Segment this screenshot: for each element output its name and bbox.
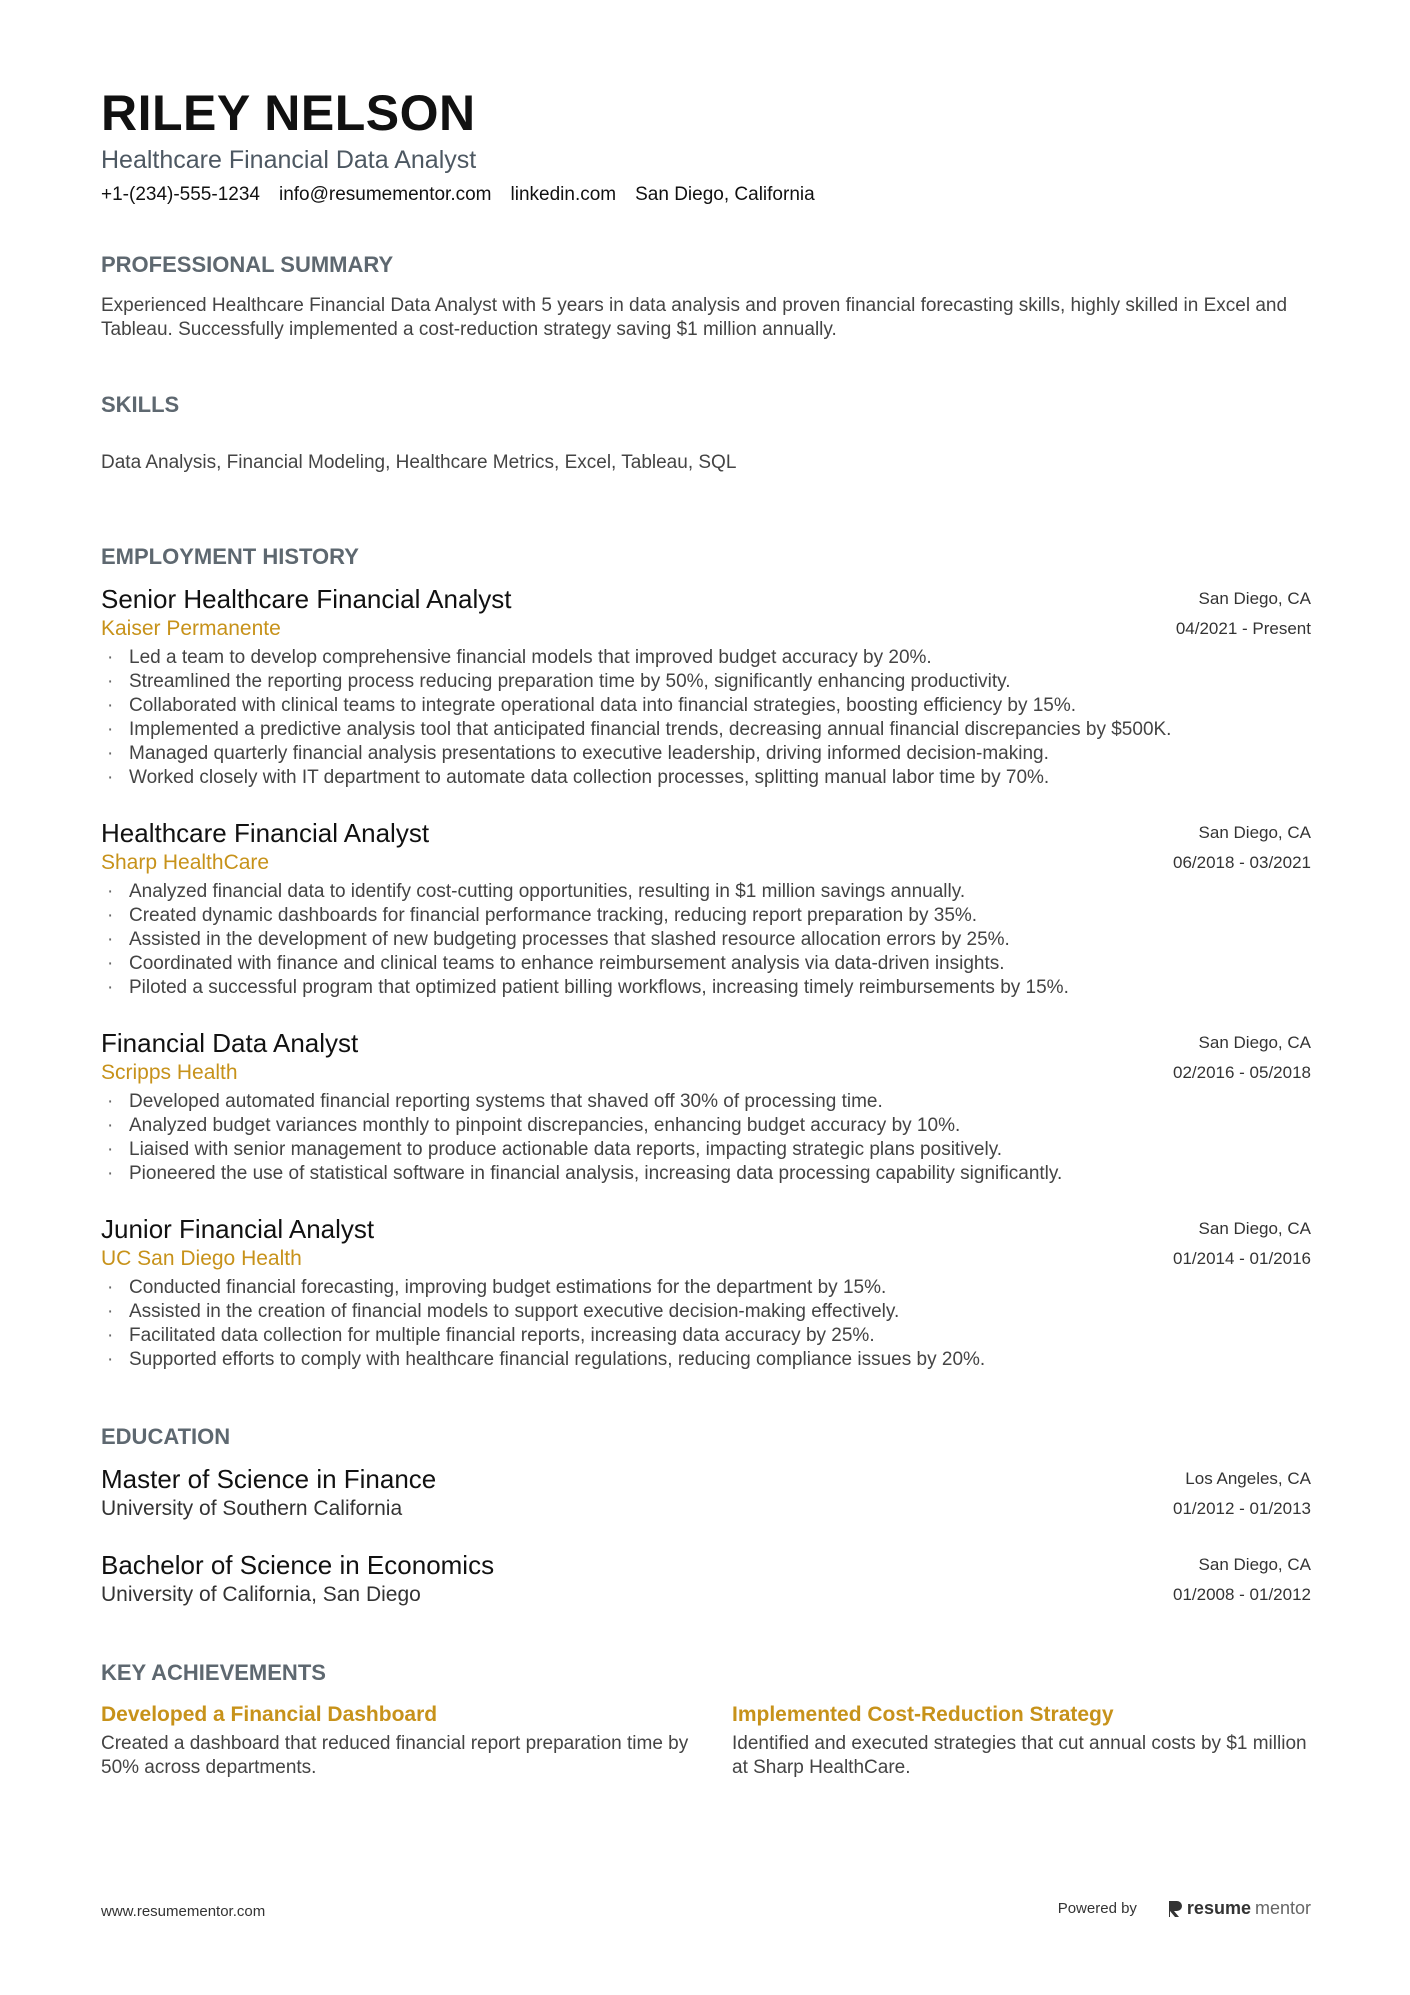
- achievement-title: Developed a Financial Dashboard: [101, 1703, 438, 1726]
- job-bullet: · Led a team to develop comprehensive financial models that improved budget accuracy by 20%.: [101, 646, 1311, 670]
- job-dates: 02/2016 - 05/2018: [1172, 1063, 1311, 1082]
- job-bullet: · Liaised with senior management to produce actionable data reports, impacting strategic plans positively.: [101, 1138, 1311, 1162]
- job-bullet: · Piloted a successful program that optimized patient billing workflows, increasing timely reimbursements by 15%.: [101, 976, 1311, 1000]
- degree: Bachelor of Science in Economics: [101, 1550, 495, 1580]
- job-title: Junior Financial Analyst: [101, 1214, 375, 1244]
- job-bullet: · Collaborated with clinical teams to integrate operational data into financial strategies, boosting efficiency by 15%.: [101, 694, 1311, 718]
- skills-text: Data Analysis, Financial Modeling, Healthcare Metrics, Excel, Tableau, SQL: [101, 452, 737, 473]
- job-location: San Diego, CA: [1198, 823, 1311, 842]
- job-bullet: · Streamlined the reporting process reducing preparation time by 50%, significantly enhancing productivity.: [101, 670, 1311, 694]
- job-bullet: · Assisted in the development of new budgeting processes that slashed resource allocation errors by 25%.: [101, 928, 1311, 952]
- job-bullets: [101, 1090, 1311, 1186]
- candidate-name: RILEY NELSON: [101, 85, 476, 141]
- email-link[interactable]: info@resumementor.com: [278, 184, 492, 205]
- phone: +1-(234)-555-1234: [101, 184, 260, 205]
- school: University of Southern California: [101, 1497, 403, 1520]
- job-company: Kaiser Permanente: [101, 617, 281, 640]
- education-location: San Diego, CA: [1198, 1555, 1311, 1574]
- job-title: Financial Data Analyst: [101, 1028, 359, 1058]
- job-dates: 01/2014 - 01/2016: [1172, 1249, 1311, 1268]
- job-company: UC San Diego Health: [101, 1247, 302, 1270]
- job-bullet: · Analyzed financial data to identify cost-cutting opportunities, resulting in $1 million savings annually.: [101, 880, 1311, 904]
- job-company: Sharp HealthCare: [101, 851, 270, 874]
- job-bullets: [101, 1276, 1311, 1372]
- job-bullet: · Analyzed budget variances monthly to pinpoint discrepancies, enhancing budget accuracy by 10%.: [101, 1114, 1311, 1138]
- education-location: Los Angeles, CA: [1185, 1469, 1311, 1488]
- job-dates: 06/2018 - 03/2021: [1172, 853, 1311, 872]
- job-bullet: · Facilitated data collection for multiple financial reports, increasing data accuracy by 25%.: [101, 1324, 1311, 1348]
- job-location: San Diego, CA: [1198, 1219, 1311, 1238]
- candidate-title: Healthcare Financial Data Analyst: [101, 146, 477, 174]
- education-dates: 01/2012 - 01/2013: [1172, 1499, 1311, 1518]
- job-bullet: · Assisted in the creation of financial models to support executive decision-making effectively.: [101, 1300, 1311, 1324]
- job-entry: [101, 1028, 1311, 1186]
- job-company: Scripps Health: [101, 1061, 238, 1084]
- job-bullets: [101, 646, 1311, 790]
- education-heading: EDUCATION: [101, 1424, 231, 1449]
- job-bullet: · Supported efforts to comply with healthcare financial regulations, reducing compliance issues by 20%.: [101, 1348, 1311, 1372]
- education-dates: 01/2008 - 01/2012: [1172, 1585, 1311, 1604]
- achievement-item: [732, 1700, 1322, 1780]
- linkedin-link[interactable]: linkedin.com: [510, 184, 617, 205]
- job-location: San Diego, CA: [1198, 1033, 1311, 1052]
- education-entry: [101, 1464, 1311, 1524]
- footer-brand: [1058, 1898, 1311, 1919]
- job-location: San Diego, CA: [1198, 589, 1311, 608]
- powered-by-text: Powered by: [1057, 1900, 1137, 1917]
- brand-logo[interactable]: [1167, 1898, 1311, 1919]
- brand-name-light: mentor: [1254, 1898, 1311, 1918]
- job-bullet: · Pioneered the use of statistical software in financial analysis, increasing data processing capability significantly.: [101, 1162, 1311, 1186]
- contact-info: [101, 184, 815, 206]
- brand-name-bold: resume: [1186, 1898, 1251, 1918]
- job-title: Healthcare Financial Analyst: [101, 818, 430, 848]
- achievement-item: [101, 1700, 691, 1780]
- employment-heading: EMPLOYMENT HISTORY: [101, 544, 359, 569]
- job-entry: [101, 818, 1311, 1000]
- school: University of California, San Diego: [101, 1583, 421, 1606]
- job-bullet: · Implemented a predictive analysis tool that anticipated financial trends, decreasing annual financial discrepancies by $500K.: [101, 718, 1311, 742]
- achievement-title: Implemented Cost-Reduction Strategy: [732, 1703, 1114, 1726]
- job-entry: [101, 1214, 1311, 1372]
- footer-website-link[interactable]: www.resumementor.com: [101, 1903, 266, 1920]
- job-title: Senior Healthcare Financial Analyst: [101, 584, 512, 614]
- achievements-heading: KEY ACHIEVEMENTS: [101, 1660, 326, 1685]
- job-bullet: · Worked closely with IT department to automate data collection processes, splitting manual labor time by 70%.: [101, 766, 1311, 790]
- resumementor-logo-icon: [1167, 1899, 1183, 1919]
- job-bullet: · Developed automated financial reporting systems that shaved off 30% of processing time.: [101, 1090, 1311, 1114]
- achievement-text: Created a dashboard that reduced financial report preparation time by 50% across departments.: [101, 1733, 689, 1778]
- degree: Master of Science in Finance: [101, 1464, 437, 1494]
- skills-heading: SKILLS: [101, 392, 180, 417]
- job-dates: 04/2021 - Present: [1175, 619, 1311, 638]
- education-entry: [101, 1550, 1311, 1610]
- summary-heading: PROFESSIONAL SUMMARY: [101, 252, 394, 277]
- location: San Diego, California: [635, 184, 815, 205]
- job-entry: [101, 584, 1311, 790]
- summary-text: Experienced Healthcare Financial Data Analyst with 5 years in data analysis and proven financial forecasting skills, highly skilled in Excel and Tableau. Successfully implemented a cost-reduction strategy saving $1 million annually.: [101, 295, 1288, 340]
- job-bullets: [101, 880, 1311, 1000]
- achievement-text: Identified and executed strategies that cut annual costs by $1 million at Sharp HealthCare.: [732, 1733, 1307, 1778]
- job-bullet: · Managed quarterly financial analysis presentations to executive leadership, driving informed decision-making.: [101, 742, 1311, 766]
- job-bullet: · Coordinated with finance and clinical teams to enhance reimbursement analysis via data-driven insights.: [101, 952, 1311, 976]
- job-bullet: · Conducted financial forecasting, improving budget estimations for the department by 15%.: [101, 1276, 1311, 1300]
- job-bullet: · Created dynamic dashboards for financial performance tracking, reducing report preparation by 35%.: [101, 904, 1311, 928]
